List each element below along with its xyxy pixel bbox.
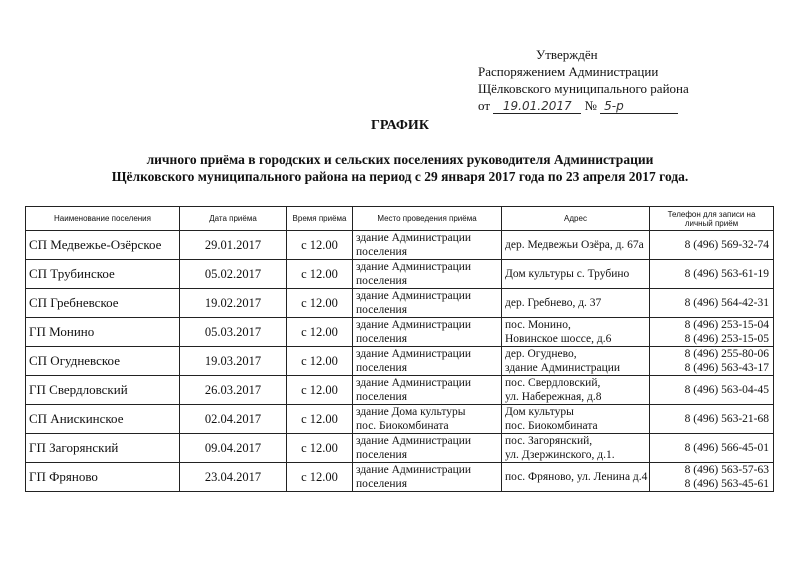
address-cell-line: Дом культуры с. Трубино [505,268,630,280]
date-cell: 19.03.2017 [180,347,287,376]
header-time: Время приёма [287,207,353,231]
address-cell-line: пос. Биокомбината [505,420,598,432]
date-cell: 02.04.2017 [180,405,287,434]
address-cell [502,260,650,289]
phone-cell-line: 8 (496) 569-32-74 [684,239,769,251]
phone-cell [650,463,774,492]
phone-cell-line: 8 (496) 563-45-61 [684,478,769,490]
place-cell-line: поселения [356,449,407,461]
document-subtitle [0,151,800,185]
place-cell [353,405,502,434]
place-cell [353,434,502,463]
address-cell [502,376,650,405]
address-cell [502,318,650,347]
address-cell [502,347,650,376]
place-cell-line: поселения [356,333,407,345]
date-cell: 05.03.2017 [180,318,287,347]
address-cell-line: ул. Дзержинского, д.1. [505,449,615,461]
settlement-cell: ГП Загорянский [26,434,180,463]
address-cell-line: Новинское шоссе, д.6 [505,333,612,345]
place-cell-line: поселения [356,304,407,316]
address-cell [502,231,650,260]
address-cell [502,289,650,318]
phone-cell-line: 8 (496) 253-15-04 [684,319,769,331]
phone-cell-line: 8 (496) 564-42-31 [684,297,769,309]
place-cell [353,231,502,260]
place-cell [353,376,502,405]
table-row [26,231,774,260]
place-cell-line: поселения [356,275,407,287]
phone-cell [650,289,774,318]
place-cell-line: здание Администрации [356,464,472,476]
phone-cell-line: 8 (496) 563-57-63 [684,464,769,476]
place-cell-line: здание Администрации [356,290,472,302]
address-cell-line: ул. Набережная, д.8 [505,391,602,403]
approval-block [478,46,689,114]
subtitle-line-2: Щёлковского муниципального района на период с 29 января 2017 года по 23 апреля 2017 года. [111,169,689,184]
settlement-cell: ГП Монино [26,318,180,347]
address-cell-line: дер. Медвежьи Озёра, д. 67а [505,239,644,251]
approval-line-approved: Утверждён [536,47,598,62]
table-row [26,405,774,434]
phone-cell-line: 8 (496) 563-04-45 [684,384,769,396]
address-cell-line: пос. Фряново, ул. Ленина д.4 [505,471,648,483]
header-date: Дата приёма [180,207,287,231]
place-cell [353,463,502,492]
header-phone: Телефон для записи на личный приём [650,207,774,231]
place-cell-line: поселения [356,478,407,490]
place-cell-line: поселения [356,391,407,403]
settlement-cell: ГП Свердловский [26,376,180,405]
place-cell-line: здание Администрации [356,435,472,447]
settlement-cell: СП Анискинское [26,405,180,434]
phone-cell-line: 8 (496) 255-80-06 [684,348,769,360]
settlement-cell: СП Гребневское [26,289,180,318]
approval-number-handwritten: 5-р [600,99,678,114]
date-cell: 23.04.2017 [180,463,287,492]
address-cell [502,463,650,492]
approval-number-label: № [584,98,597,113]
approval-from-label: от [478,98,491,113]
header-address: Адрес [502,207,650,231]
place-cell-line: пос. Биокомбината [356,420,449,432]
date-cell: 19.02.2017 [180,289,287,318]
table-header-row [26,207,774,231]
phone-cell-line: 8 (496) 563-43-17 [684,362,769,374]
phone-cell-line: 8 (496) 563-61-19 [684,268,769,280]
place-cell [353,347,502,376]
table-row [26,347,774,376]
time-cell: с 12.00 [287,376,353,405]
time-cell: с 12.00 [287,347,353,376]
address-cell [502,405,650,434]
place-cell [353,260,502,289]
phone-cell [650,260,774,289]
time-cell: с 12.00 [287,434,353,463]
phone-cell [650,347,774,376]
table-row [26,318,774,347]
time-cell: с 12.00 [287,260,353,289]
header-place: Место проведения приёма [353,207,502,231]
table-row [26,260,774,289]
time-cell: с 12.00 [287,289,353,318]
settlement-cell: ГП Фряново [26,463,180,492]
phone-cell-line: 8 (496) 253-15-05 [684,333,769,345]
place-cell-line: здание Администрации [356,348,472,360]
phone-cell-line: 8 (496) 563-21-68 [684,413,769,425]
approval-line-date [478,97,689,114]
table-row [26,289,774,318]
table-row [26,434,774,463]
settlement-cell: СП Медвежье-Озёрское [26,231,180,260]
address-cell-line: пос. Свердловский, [505,377,601,389]
place-cell-line: здание Администрации [356,319,472,331]
place-cell-line: поселения [356,362,407,374]
approval-line-district: Щёлковского муниципального района [478,81,689,96]
settlement-cell: СП Трубинское [26,260,180,289]
place-cell-line: поселения [356,246,407,258]
address-cell [502,434,650,463]
address-cell-line: дер. Гребнево, д. 37 [505,297,602,309]
table-row [26,463,774,492]
schedule-table [25,206,774,492]
phone-cell-line: 8 (496) 566-45-01 [684,442,769,454]
time-cell: с 12.00 [287,231,353,260]
address-cell-line: здание Администрации [505,362,621,374]
place-cell [353,289,502,318]
place-cell-line: здание Администрации [356,232,472,244]
place-cell [353,318,502,347]
phone-cell [650,231,774,260]
date-cell: 29.01.2017 [180,231,287,260]
document-title: ГРАФИК [371,118,429,133]
date-cell: 09.04.2017 [180,434,287,463]
approval-date-handwritten: 19.01.2017 [493,99,581,114]
time-cell: с 12.00 [287,463,353,492]
phone-cell [650,434,774,463]
approval-line-decree: Распоряжением Администрации [478,64,659,79]
date-cell: 05.02.2017 [180,260,287,289]
settlement-cell: СП Огудневское [26,347,180,376]
address-cell-line: пос. Монино, [505,319,571,331]
time-cell: с 12.00 [287,405,353,434]
address-cell-line: Дом культуры [505,406,574,418]
time-cell: с 12.00 [287,318,353,347]
table-row [26,376,774,405]
date-cell: 26.03.2017 [180,376,287,405]
phone-cell [650,405,774,434]
header-settlement: Наименование поселения [26,207,180,231]
address-cell-line: дер. Огуднево, [505,348,577,360]
phone-cell [650,318,774,347]
phone-cell [650,376,774,405]
place-cell-line: здание Дома культуры [356,406,466,418]
address-cell-line: пос. Загорянский, [505,435,593,447]
place-cell-line: здание Администрации [356,261,472,273]
subtitle-line-1: личного приёма в городских и сельских поселениях руководителя Администрации [146,152,654,167]
place-cell-line: здание Администрации [356,377,472,389]
